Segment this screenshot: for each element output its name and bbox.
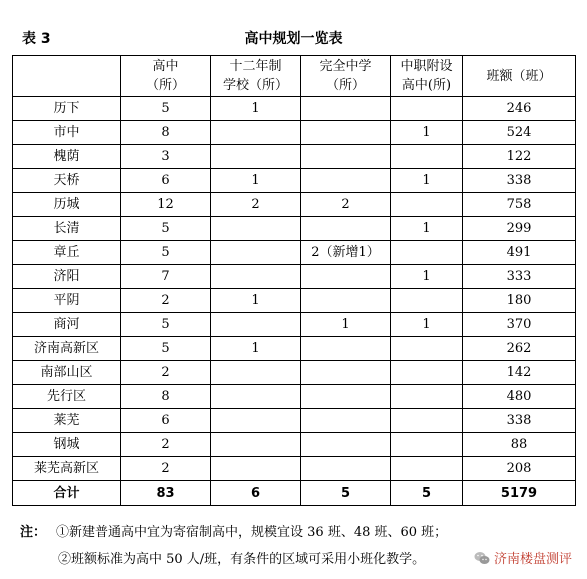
header-cell <box>391 56 463 97</box>
value-cell <box>391 457 463 481</box>
value-cell: 208 <box>463 457 576 481</box>
note-text-1: ①新建普通高中宜为寄宿制高中，规模宜设 36 班、48 班、60 班； <box>56 525 448 540</box>
value-cell: 1 <box>301 313 391 337</box>
district-cell: 莱芜 <box>13 409 121 433</box>
table-row <box>13 97 576 121</box>
table-row <box>13 409 576 433</box>
value-cell <box>211 409 301 433</box>
value-cell: 1 <box>391 217 463 241</box>
value-cell: 299 <box>463 217 576 241</box>
value-cell <box>211 361 301 385</box>
watermark-text: 济南楼盘测评 <box>493 552 572 567</box>
note-1 <box>20 524 447 542</box>
header-line: 完全中学 <box>319 59 372 74</box>
table-row <box>13 217 576 241</box>
value-cell <box>211 121 301 145</box>
header-line: 班额（班） <box>486 68 552 84</box>
value-cell: 8 <box>121 121 211 145</box>
table-row <box>13 433 576 457</box>
value-cell: 142 <box>463 361 576 385</box>
table-row <box>13 169 576 193</box>
value-cell <box>211 265 301 289</box>
district-cell: 历城 <box>13 193 121 217</box>
value-cell: 122 <box>463 145 576 169</box>
value-cell: 2（新增1） <box>301 241 391 265</box>
header-line: （所） <box>325 78 365 93</box>
district-cell: 商河 <box>13 313 121 337</box>
header-line: （所） <box>145 78 185 93</box>
value-cell: 12 <box>121 193 211 217</box>
plan-table <box>12 55 576 506</box>
header-cell <box>13 56 121 97</box>
table-row <box>13 265 576 289</box>
value-cell: 758 <box>463 193 576 217</box>
total-value-cell: 5 <box>391 481 463 506</box>
value-cell: 1 <box>391 169 463 193</box>
value-cell: 1 <box>391 121 463 145</box>
value-cell: 480 <box>463 385 576 409</box>
value-cell <box>301 217 391 241</box>
table-row <box>13 241 576 265</box>
value-cell <box>391 385 463 409</box>
note-lead: 注： <box>20 525 47 540</box>
value-cell: 2 <box>121 433 211 457</box>
value-cell: 2 <box>121 361 211 385</box>
note-text-2: ②班额标准为高中 50 人/班，有条件的区域可采用小班化教学。 <box>58 552 426 567</box>
value-cell <box>301 385 391 409</box>
value-cell: 5 <box>121 313 211 337</box>
value-cell <box>211 433 301 457</box>
value-cell <box>211 217 301 241</box>
total-label-cell: 合计 <box>13 481 121 506</box>
value-cell: 246 <box>463 97 576 121</box>
value-cell: 338 <box>463 169 576 193</box>
value-cell: 262 <box>463 337 576 361</box>
value-cell <box>391 337 463 361</box>
header-line: 高中(所) <box>401 78 452 93</box>
district-cell: 济南高新区 <box>13 337 121 361</box>
header-line: 中职附设 <box>400 59 453 74</box>
value-cell: 1 <box>211 169 301 193</box>
table-row <box>13 193 576 217</box>
table-row <box>13 385 576 409</box>
value-cell: 2 <box>211 193 301 217</box>
table-row <box>13 289 576 313</box>
district-cell: 先行区 <box>13 385 121 409</box>
value-cell: 8 <box>121 385 211 409</box>
value-cell <box>301 145 391 169</box>
value-cell: 1 <box>211 97 301 121</box>
value-cell <box>391 193 463 217</box>
value-cell: 1 <box>211 289 301 313</box>
table-row <box>13 337 576 361</box>
value-cell <box>211 313 301 337</box>
table-row <box>13 145 576 169</box>
value-cell: 1 <box>211 337 301 361</box>
district-cell: 南部山区 <box>13 361 121 385</box>
value-cell: 2 <box>301 193 391 217</box>
header-cell <box>463 56 576 97</box>
value-cell <box>301 337 391 361</box>
value-cell: 180 <box>463 289 576 313</box>
header-cell <box>121 56 211 97</box>
value-cell: 5 <box>121 337 211 361</box>
value-cell <box>211 457 301 481</box>
value-cell: 1 <box>391 313 463 337</box>
value-cell: 2 <box>121 457 211 481</box>
value-cell: 88 <box>463 433 576 457</box>
header-row <box>13 56 576 97</box>
district-cell: 章丘 <box>13 241 121 265</box>
value-cell: 338 <box>463 409 576 433</box>
value-cell: 6 <box>121 169 211 193</box>
watermark <box>471 547 575 568</box>
value-cell: 3 <box>121 145 211 169</box>
table-title: 高中规划一览表 <box>244 31 343 47</box>
value-cell <box>301 361 391 385</box>
value-cell: 1 <box>391 265 463 289</box>
value-cell <box>301 409 391 433</box>
value-cell: 5 <box>121 97 211 121</box>
value-cell <box>301 121 391 145</box>
value-cell <box>211 385 301 409</box>
total-value-cell: 5 <box>301 481 391 506</box>
header-cell <box>211 56 301 97</box>
value-cell: 6 <box>121 409 211 433</box>
header-line: 学校（所） <box>222 78 288 93</box>
value-cell <box>301 433 391 457</box>
district-cell: 槐荫 <box>13 145 121 169</box>
value-cell: 2 <box>121 289 211 313</box>
table-row <box>13 121 576 145</box>
district-cell: 莱芜高新区 <box>13 457 121 481</box>
total-row <box>13 481 576 506</box>
value-cell: 5 <box>121 217 211 241</box>
value-cell <box>391 361 463 385</box>
value-cell <box>301 97 391 121</box>
value-cell <box>391 241 463 265</box>
header-line: 十二年制 <box>229 59 282 74</box>
district-cell: 天桥 <box>13 169 121 193</box>
district-cell: 市中 <box>13 121 121 145</box>
value-cell: 5 <box>121 241 211 265</box>
value-cell <box>301 169 391 193</box>
value-cell: 491 <box>463 241 576 265</box>
note-2 <box>58 551 425 569</box>
header-line: 高中 <box>152 59 179 74</box>
value-cell <box>211 241 301 265</box>
table-label: 表 3 <box>22 31 51 47</box>
value-cell <box>301 289 391 313</box>
value-cell: 333 <box>463 265 576 289</box>
district-cell: 长清 <box>13 217 121 241</box>
value-cell <box>301 457 391 481</box>
value-cell: 370 <box>463 313 576 337</box>
district-cell: 历下 <box>13 97 121 121</box>
table-row <box>13 313 576 337</box>
total-value-cell: 5179 <box>463 481 576 506</box>
value-cell <box>301 265 391 289</box>
value-cell <box>391 145 463 169</box>
district-cell: 平阴 <box>13 289 121 313</box>
value-cell <box>391 433 463 457</box>
district-cell: 钢城 <box>13 433 121 457</box>
total-value-cell: 6 <box>211 481 301 506</box>
district-cell: 济阳 <box>13 265 121 289</box>
value-cell <box>391 409 463 433</box>
table-row <box>13 457 576 481</box>
wechat-icon <box>474 550 490 566</box>
total-value-cell: 83 <box>121 481 211 506</box>
value-cell <box>391 97 463 121</box>
value-cell: 7 <box>121 265 211 289</box>
value-cell <box>211 145 301 169</box>
header-cell <box>301 56 391 97</box>
value-cell: 524 <box>463 121 576 145</box>
value-cell <box>391 289 463 313</box>
table-row <box>13 361 576 385</box>
